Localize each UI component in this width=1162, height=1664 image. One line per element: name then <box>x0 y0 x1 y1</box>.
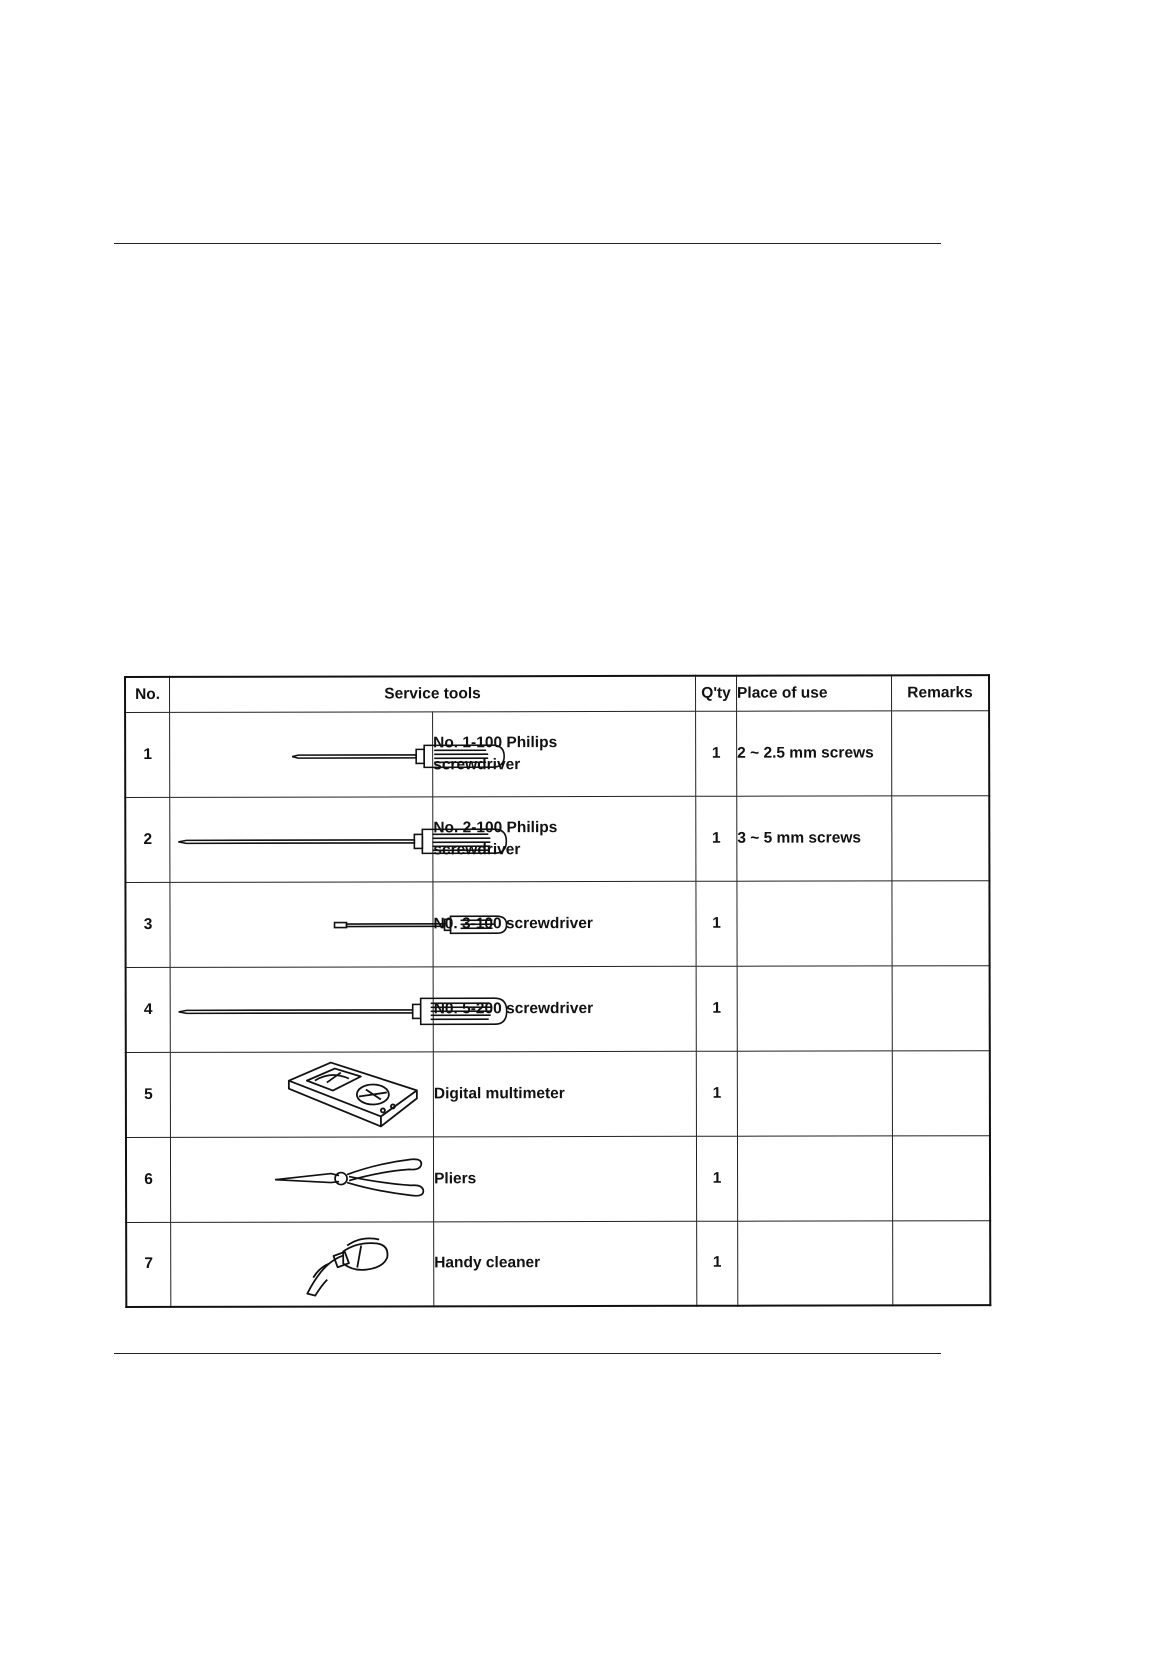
row-number: 1 <box>125 712 170 797</box>
tool-qty: 1 <box>696 1136 737 1221</box>
place-of-use <box>737 1136 892 1221</box>
header-place-of-use: Place of use <box>737 675 892 711</box>
header-remarks: Remarks <box>892 675 990 711</box>
tool-name: N0. 5-200 screwdriver <box>433 999 594 1018</box>
tool-name-line2: screwdriver <box>433 756 521 774</box>
bottom-divider <box>114 1353 941 1354</box>
pliers-icon <box>171 1139 519 1220</box>
place-of-use: 2 ~ 2.5 mm screws <box>737 711 892 796</box>
tool-name: Digital multimeter <box>433 1084 565 1102</box>
table-row <box>125 711 989 798</box>
table-row <box>126 1050 990 1137</box>
header-service-tools: Service tools <box>170 676 696 713</box>
row-number: 2 <box>125 797 170 882</box>
table-row <box>126 965 990 1052</box>
remarks <box>893 1220 991 1305</box>
remarks <box>892 796 990 881</box>
row-number: 4 <box>126 967 171 1052</box>
place-of-use <box>737 881 892 966</box>
screwdriver-long-icon <box>170 799 518 880</box>
place-of-use <box>737 1051 892 1136</box>
remarks <box>892 881 990 966</box>
remarks <box>892 711 990 796</box>
place-of-use <box>738 1220 893 1305</box>
table-row <box>125 881 989 968</box>
row-number: 6 <box>126 1137 171 1222</box>
screwdriver-short-icon <box>170 714 518 795</box>
service-tools-table <box>124 674 991 1308</box>
tool-name: Handy cleaner <box>434 1254 541 1272</box>
remarks <box>892 1135 990 1220</box>
tool-qty: 1 <box>696 966 737 1051</box>
remarks <box>892 1050 990 1135</box>
table-row <box>125 796 989 883</box>
handy-cleaner-icon <box>171 1223 519 1304</box>
screwdriver-long-icon <box>171 969 519 1050</box>
top-divider <box>114 243 941 244</box>
place-of-use <box>737 966 892 1051</box>
remarks <box>892 965 990 1050</box>
tool-qty: 1 <box>696 796 737 881</box>
multimeter-icon <box>171 1054 519 1135</box>
row-number: 7 <box>126 1222 171 1307</box>
tool-name-line2: screwdriver <box>433 841 521 859</box>
tool-name: N0. 3-100 screwdriver <box>433 914 593 933</box>
table-header-row <box>125 675 989 712</box>
header-qty: Q'ty <box>696 676 737 712</box>
header-no: No. <box>125 677 170 713</box>
tool-name: Pliers <box>434 1169 477 1187</box>
tool-qty: 1 <box>696 881 737 966</box>
table-row <box>126 1220 990 1307</box>
tool-qty: 1 <box>697 1221 738 1306</box>
row-number: 3 <box>125 882 170 967</box>
tool-name: No. 2-100 Philips <box>433 818 558 837</box>
tool-name: No. 1-100 Philips <box>433 734 558 752</box>
row-number: 5 <box>126 1052 171 1137</box>
screwdriver-small-flat-icon <box>170 884 518 965</box>
tool-qty: 1 <box>696 1051 737 1136</box>
tool-qty: 1 <box>696 711 737 796</box>
place-of-use: 3 ~ 5 mm screws <box>737 796 892 881</box>
table-row <box>126 1135 990 1222</box>
